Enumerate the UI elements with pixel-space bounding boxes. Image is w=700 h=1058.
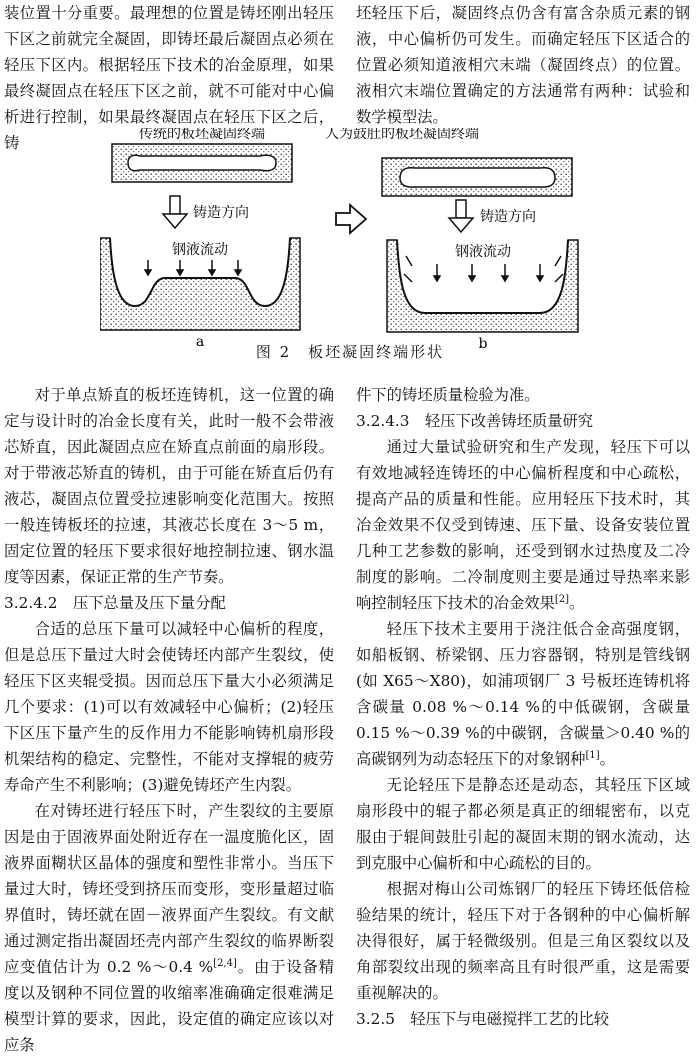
figure-2 <box>100 128 600 360</box>
citation: [2] <box>554 593 570 605</box>
right-casting-direction-label: 铸造方向 <box>480 209 536 225</box>
label-a: a <box>195 334 205 350</box>
paragraph: 坯轻压下后，凝固终点仍含有富含杂质元素的钢液，中心偏析仍可发生。而确定轻压下区适合的位置必须知道液相穴末端（凝固终点）的位置。液相穴末端位置确定的方法通常有两种：试验和数学模型法。 <box>356 4 690 126</box>
left-casting-direction-arrow-icon <box>163 196 187 228</box>
left-flow-arrows <box>145 260 241 275</box>
paragraph-text: 。 <box>569 594 585 612</box>
left-slab-section <box>112 144 292 182</box>
paragraph: 无论轻压下是静态还是动态，其轻压下区域扇形段中的辊子都必须是真正的细辊密布，以克服由于辊间鼓肚引起的凝固末期的钢水流动，达到克服中心偏析和中心疏松的目的。 <box>356 776 690 872</box>
transition-arrow-icon <box>336 205 366 233</box>
paragraph <box>356 434 690 616</box>
paragraph-text: 通过大量试验研究和生产发现，轻压下可以有效地减轻连铸坯的中心偏析程度和中心疏松，提高产品的质量和性能。应用轻压下技术时，其冶金效果不仅受到铸速、压下量、设备安装位置几种工艺参数的影响，还受到钢水过热度及二冷制度的影响。二冷制度则主要是通过导热率来影响控制轻压下技术的冶金效果 <box>356 438 690 612</box>
right-flow-label: 钢液流动 <box>455 244 511 260</box>
left-flow-label: 钢液流动 <box>172 242 228 258</box>
figure-2-diagram <box>100 128 600 360</box>
paragraph-text: 轻压下技术主要用于浇注低合金高强度钢，如船板钢、桥梁钢、压力容器钢，特别是管线钢(如 X65～X80)，如浦项钢厂 3 号板坯连铸机将含碳量 0.08 %～0.14 %的中低碳钢，含碳量 0.15 %～0.39 %的中碳钢，含碳量＞0.40 %的高碳钢列为动态轻压下的对象钢种 <box>356 620 690 768</box>
paragraph: 件下的铸坯质量检验为准。 <box>356 386 540 404</box>
section-heading: 3.2.5 轻压下与电磁搅拌工艺的比较 <box>356 1010 610 1028</box>
citation: [1] <box>585 749 600 761</box>
text-column-bottom-left <box>4 382 334 1058</box>
left-casting-direction-label: 铸造方向 <box>193 205 249 221</box>
left-slab-title: 传统的板坯凝固终端 <box>139 128 265 142</box>
right-slab-title: 人为鼓肚的板坯凝固终端 <box>325 128 479 142</box>
section-heading: 3.2.4.3 轻压下改善铸坯质量研究 <box>356 412 594 430</box>
paragraph <box>356 616 690 772</box>
section-heading: 3.2.4.2 压下总量及压下量分配 <box>4 594 226 612</box>
paragraph-text: 。由于设备精度以及钢种不同位置的收缩率准确确定很难满足模型计算的要求，因此，设定值的确定应该以对应条 <box>4 958 334 1054</box>
paragraph: 装位置十分重要。最理想的位置是铸坯刚出轻压下区之前就完全凝固，即铸坯最后凝固点必须在轻压下区内。根据轻压下技术的冶金原理，如果最终凝固点在轻压下区之前，就不可能对中心偏析进行控制，如果最终凝固点在轻压下区之后，铸 <box>4 4 334 152</box>
text-column-top-right <box>356 0 690 130</box>
paragraph: 根据对梅山公司炼钢厂的轻压下铸坯低倍检验结果的统计，轻压下对于各钢种的中心偏析解决得很好，属于轻微级别。但是三角区裂纹以及角部裂纹出现的频率高且有时很严重，这是需要重视解决的。 <box>356 880 690 1002</box>
right-casting-direction-arrow-icon <box>449 200 473 232</box>
paragraph: 合适的总压下量可以减轻中心偏析的程度，但是总压下量过大时会使铸坯内部产生裂纹，使轻压下区夹辊受损。因而总压下量大小必须满足几个要求：(1)可以有效减轻中心偏析；(2)轻压下区压下量产生的反作用力不能影响铸机扇形段机架结构的稳定、完整性，不能对支撑辊的疲劳寿命产生不利影响；(3)避免铸坯产生内裂。 <box>4 620 334 794</box>
paragraph-text: 。 <box>599 750 615 768</box>
citation: [2,4] <box>213 957 237 969</box>
paragraph-text: 在对铸坯进行轻压下时，产生裂纹的主要原因是由于固液界面处附近存在一温度脆化区，固液界面糊状区晶体的强度和塑性非常小。当压下量过大时，铸坯受到挤压而变形，变形量超过临界值时，铸坯就在固－液界面产生裂纹。有文献通过测定指出凝固坯壳内部产生裂纹的临界断裂应变值估计为 0.2 %～0.4 % <box>4 802 334 976</box>
paragraph <box>4 798 334 1058</box>
right-slab-section <box>382 158 572 196</box>
label-b: b <box>478 336 488 352</box>
figure-caption: 图 2 板坯凝固终端形状 <box>255 343 445 361</box>
paragraph: 对于单点矫直的板坯连铸机，这一位置的确定与设计时的冶金长度有关，此时一般不会带液芯矫直，因此凝固点应在矫直点前面的扇形段。对于带液芯矫直的铸机，由于可能在矫直后仍有液芯，凝固点位置受拉速影响变化范围大。按照一般连铸板坯的拉速，其液芯长度在 3～5 m，固定位置的轻压下要求很好地控制拉速、钢水温度等因素，保证正常的生产节奏。 <box>4 386 334 586</box>
text-column-bottom-right <box>356 382 690 1032</box>
